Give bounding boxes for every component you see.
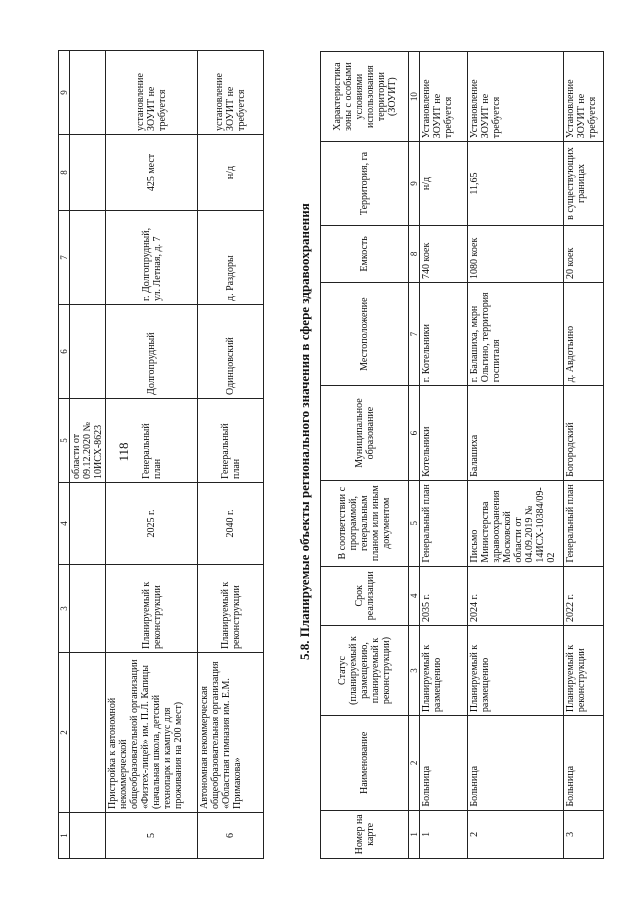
- object-zone: Установление ЗОУИТ не требуется: [420, 52, 468, 142]
- table-row: [420, 52, 468, 859]
- column-number: 3: [59, 565, 70, 653]
- object-zone: установление ЗОУИТ не требуется: [106, 51, 198, 135]
- column-number: 4: [409, 566, 420, 625]
- healthcare-objects-table: [320, 51, 604, 859]
- object-year: 2025 г.: [106, 483, 198, 565]
- header-municipality: Муниципальное образование: [321, 386, 409, 481]
- object-municipality: Балашиха: [468, 386, 564, 481]
- object-year: 2035 г.: [420, 566, 468, 625]
- object-document: Генеральный план: [198, 399, 264, 483]
- object-status: Планируемый к реконструкции: [564, 625, 604, 715]
- column-number: 8: [59, 135, 70, 211]
- object-capacity: 740 коек: [420, 225, 468, 282]
- column-number: 1: [409, 810, 420, 858]
- header-name: Наименование: [321, 716, 409, 811]
- object-capacity: н/д: [198, 135, 264, 211]
- object-document: Генеральный план: [564, 480, 604, 566]
- column-number: 2: [59, 653, 70, 813]
- table-cell-document: области от 09.12.2020 № 10ИСХ-8623: [70, 399, 106, 483]
- object-zone: Установление ЗОУИТ не требуется: [468, 52, 564, 142]
- object-location: д. Авдотьино: [564, 282, 604, 385]
- column-number: 6: [59, 305, 70, 399]
- table-cell: [70, 483, 106, 565]
- header-capacity: Емкость: [321, 225, 409, 282]
- object-status: Планируемый к размещению: [468, 625, 564, 715]
- table-row: [106, 51, 198, 859]
- object-year: 2040 г.: [198, 483, 264, 565]
- object-document: Генеральный план: [420, 480, 468, 566]
- object-status: Планируемый к размещению: [420, 625, 468, 715]
- column-number: 5: [59, 399, 70, 483]
- page-number: 118: [116, 442, 131, 462]
- table-cell: [70, 135, 106, 211]
- column-number: 7: [59, 211, 70, 305]
- column-number: 3: [409, 625, 420, 715]
- header-area: Территория, га: [321, 142, 409, 226]
- column-number-row: [59, 51, 70, 859]
- header-term: Срок реализации: [321, 566, 409, 625]
- object-year: 2024 г.: [468, 566, 564, 625]
- object-municipality: Одинцовский: [198, 305, 264, 399]
- header-zone: Характеристика зоны с особыми условиями использования территории (ЗОУИТ): [321, 52, 409, 142]
- column-number: 7: [409, 282, 420, 385]
- object-status: Планируемый к реконструкции: [198, 565, 264, 653]
- object-location: г. Долгопрудный, ул. Летная, д. 7: [106, 211, 198, 305]
- education-objects-table: [58, 50, 264, 859]
- object-year: 2022 г.: [564, 566, 604, 625]
- object-area: н/д: [420, 142, 468, 226]
- object-capacity: 1080 коек: [468, 225, 564, 282]
- table-row: [198, 51, 264, 859]
- section-heading: 5.8. Планируемые объекты регионального значения в сфере здравоохранения: [297, 203, 312, 660]
- column-number: 9: [59, 51, 70, 135]
- object-name: Автономная некоммерческая общеобразовательная организация «Областная гимназия им. Е.М. Примакова»: [198, 653, 264, 813]
- object-municipality: Долгопрудный: [106, 305, 198, 399]
- header-location: Местоположение: [321, 282, 409, 385]
- object-location: г. Котельники: [420, 282, 468, 385]
- row-number: 1: [420, 810, 468, 858]
- table-cell: [70, 565, 106, 653]
- table-cell: [70, 211, 106, 305]
- row-number: 3: [564, 810, 604, 858]
- object-location: д. Раздоры: [198, 211, 264, 305]
- row-number: 5: [106, 813, 198, 859]
- row-number: 2: [468, 810, 564, 858]
- object-location: г. Балашиха, мкрн Ольгино, территория госпиталя: [468, 282, 564, 385]
- object-capacity: 425 мест: [106, 135, 198, 211]
- object-name: Пристройка к автономной некоммерческой общеобразовательной организации «Физтех-лицей» им. П.Л. Капицы (начальная школа, детский технопарк и кампус для проживания на 200 мест): [106, 653, 198, 813]
- header-row: [321, 52, 409, 859]
- object-name: Больница: [420, 716, 468, 811]
- table-cell: [70, 653, 106, 813]
- object-name: Больница: [564, 716, 604, 811]
- table-cell: [70, 51, 106, 135]
- object-municipality: Котельники: [420, 386, 468, 481]
- table-cell: [70, 813, 106, 859]
- table-row-continuation: [70, 51, 106, 859]
- object-area: 11,65: [468, 142, 564, 226]
- header-document: В соответствии с программой, генеральным планом или иным документом: [321, 480, 409, 566]
- object-name: Больница: [468, 716, 564, 811]
- object-zone: Установление ЗОУИТ не требуется: [564, 52, 604, 142]
- table-cell: [70, 305, 106, 399]
- row-number: 6: [198, 813, 264, 859]
- column-number: 5: [409, 480, 420, 566]
- object-municipality: Богородский: [564, 386, 604, 481]
- object-status: Планируемый к реконструкции: [106, 565, 198, 653]
- object-document: Письмо Министерства здравоохранения Московской области от 04.09.2019 № 14ИСХ-10384/09-02: [468, 480, 564, 566]
- column-number: 2: [409, 716, 420, 811]
- object-zone: установление ЗОУИТ не требуется: [198, 51, 264, 135]
- column-number: 9: [409, 142, 420, 226]
- column-number: 6: [409, 386, 420, 481]
- object-capacity: 20 коек: [564, 225, 604, 282]
- column-number-row: [409, 52, 420, 859]
- object-document: Генеральный план: [106, 399, 198, 483]
- header-status: Статус (планируемый к размещению, планируемый к реконструкции): [321, 625, 409, 715]
- object-area: в существующих границах: [564, 142, 604, 226]
- column-number: 1: [59, 813, 70, 859]
- header-map-number: Номер на карте: [321, 810, 409, 858]
- table-row: [468, 52, 564, 859]
- column-number: 4: [59, 483, 70, 565]
- column-number: 8: [409, 225, 420, 282]
- column-number: 10: [409, 52, 420, 142]
- table-row: [564, 52, 604, 859]
